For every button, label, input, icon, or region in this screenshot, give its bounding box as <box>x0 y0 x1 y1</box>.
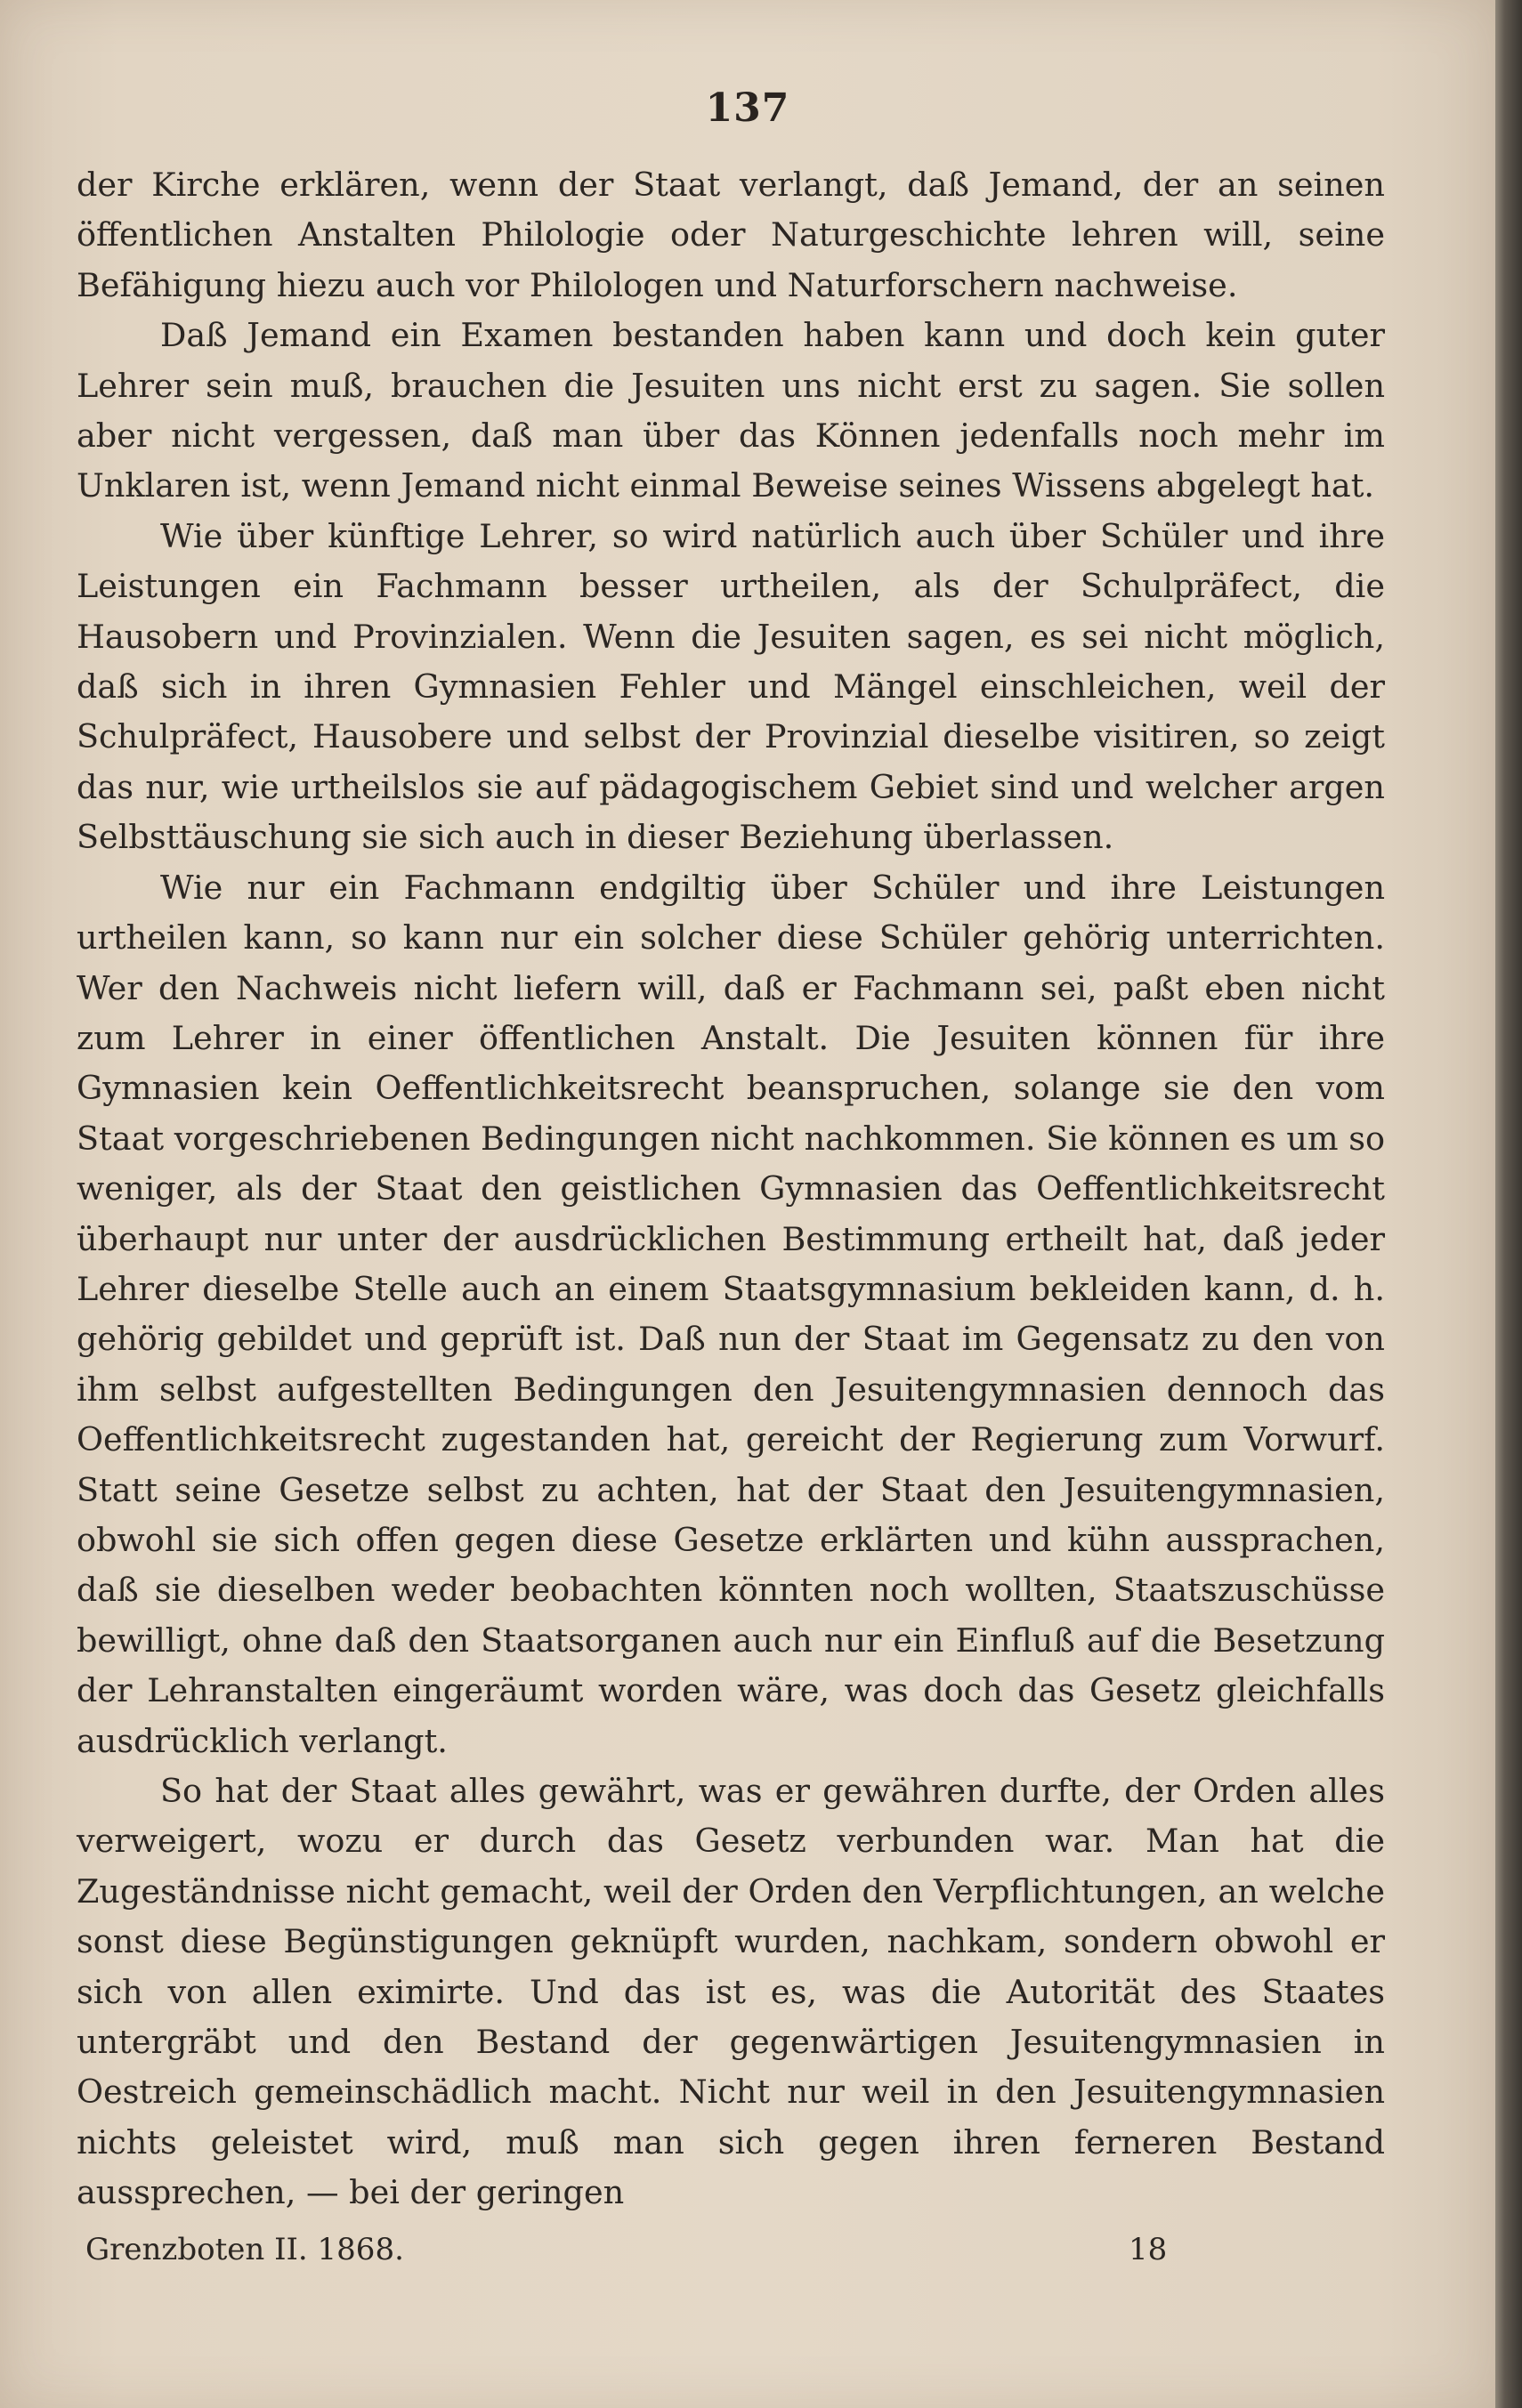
paragraph: der Kirche erklären, wenn der Staat verlangt, daß Jemand, der an seinen öffentlichen Anstalten Philologie oder Naturgeschichte lehren will, seine Befähigung hiezu auch vor Philologen und Naturforschern nachweise. <box>77 166 1385 304</box>
page-edge-shadow <box>1495 0 1522 2408</box>
paragraph: Wie über künftige Lehrer, so wird natürlich auch über Schüler und ihre Leistungen ein Fachmann besser urtheilen, als der Schulpräfect, die Hausobern und Provinzialen. Wenn die Jesuiten sagen, es sei nicht möglich, daß sich in ihren Gymnasien Fehler und Mängel einschleichen, weil der Schulpräfect, Hausobere und selbst der Provinzial dieselbe visitiren, so zeigt das nur, wie urtheilslos sie auf pädagogischem Gebiet sind und welcher argen Selbsttäuschung sie sich auch in dieser Beziehung überlassen. <box>77 516 1385 857</box>
journal-citation: Grenzboten II. 1868. <box>85 2232 404 2267</box>
sheet-signature: 18 <box>1129 2232 1168 2267</box>
paragraph: Wie nur ein Fachmann endgiltig über Schüler und ihre Leistungen urtheilen kann, so kann nur ein solcher diese Schüler gehörig unterrichten. Wer den Nachweis nicht liefern will, daß er Fachmann sei, paßt eben nicht zum Lehrer in einer öffentlichen Anstalt. Die Jesuiten können für ihre Gymnasien kein Oeffentlichkeitsrecht beanspruchen, solange sie den vom Staat vorgeschriebenen Bedingungen nicht nachkommen. Sie können es um so weniger, als der Staat den geistlichen Gymnasien das Oeffentlichkeitsrecht überhaupt nur unter der ausdrücklichen Bestimmung ertheilt hat, daß jeder Lehrer dieselbe Stelle auch an einem Staatsgymnasium bekleiden kann, d. h. gehörig gebildet und geprüft ist. Daß nun der Staat im Gegensatz zu den von ihm selbst aufgestellten Bedingungen den Jesuitengymnasien dennoch das Oeffentlichkeitsrecht zugestanden hat, gereicht der Regierung zum Vorwurf. Statt seine Gesetze selbst zu achten, hat der Staat den Jesuitengymnasien, obwohl sie sich offen gegen diese Gesetze erklärten und kühn aussprachen, daß sie dieselben weder beobachten könnten noch wollten, Staatszuschüsse bewilligt, ohne daß den Staatsorganen auch nur ein Einfluß auf die Besetzung der Lehranstalten eingeräumt worden wäre, was doch das Gesetz gleichfalls ausdrücklich verlangt. <box>77 868 1385 1760</box>
paragraph: Daß Jemand ein Examen bestanden haben kann und doch kein guter Lehrer sein muß, brauchen die Jesuiten uns nicht erst zu sagen. Sie sollen aber nicht vergessen, daß man über das Können jedenfalls noch mehr im Unklaren ist, wenn Jemand nicht einmal Beweise seines Wissens abgelegt hat. <box>77 316 1385 505</box>
body-text <box>77 160 1385 2218</box>
paragraph: So hat der Staat alles gewährt, was er gewähren durfte, der Orden alles verweigert, wozu er durch das Gesetz verbunden war. Man hat die Zugeständnisse nicht gemacht, weil der Orden den Verpflichtungen, an welche sonst diese Begünstigungen geknüpft wurden, nachkam, sondern obwohl er sich von allen eximirte. Und das ist es, was die Autorität des Staates untergräbt und den Bestand der gegenwärtigen Jesuitengymnasien in Oestreich gemeinschädlich macht. Nicht nur weil in den Jesuitengymnasien nichts geleistet wird, muß man sich gegen ihren ferneren Bestand aussprechen, — bei der geringen <box>77 1772 1385 2212</box>
page-number: 137 <box>705 85 790 131</box>
